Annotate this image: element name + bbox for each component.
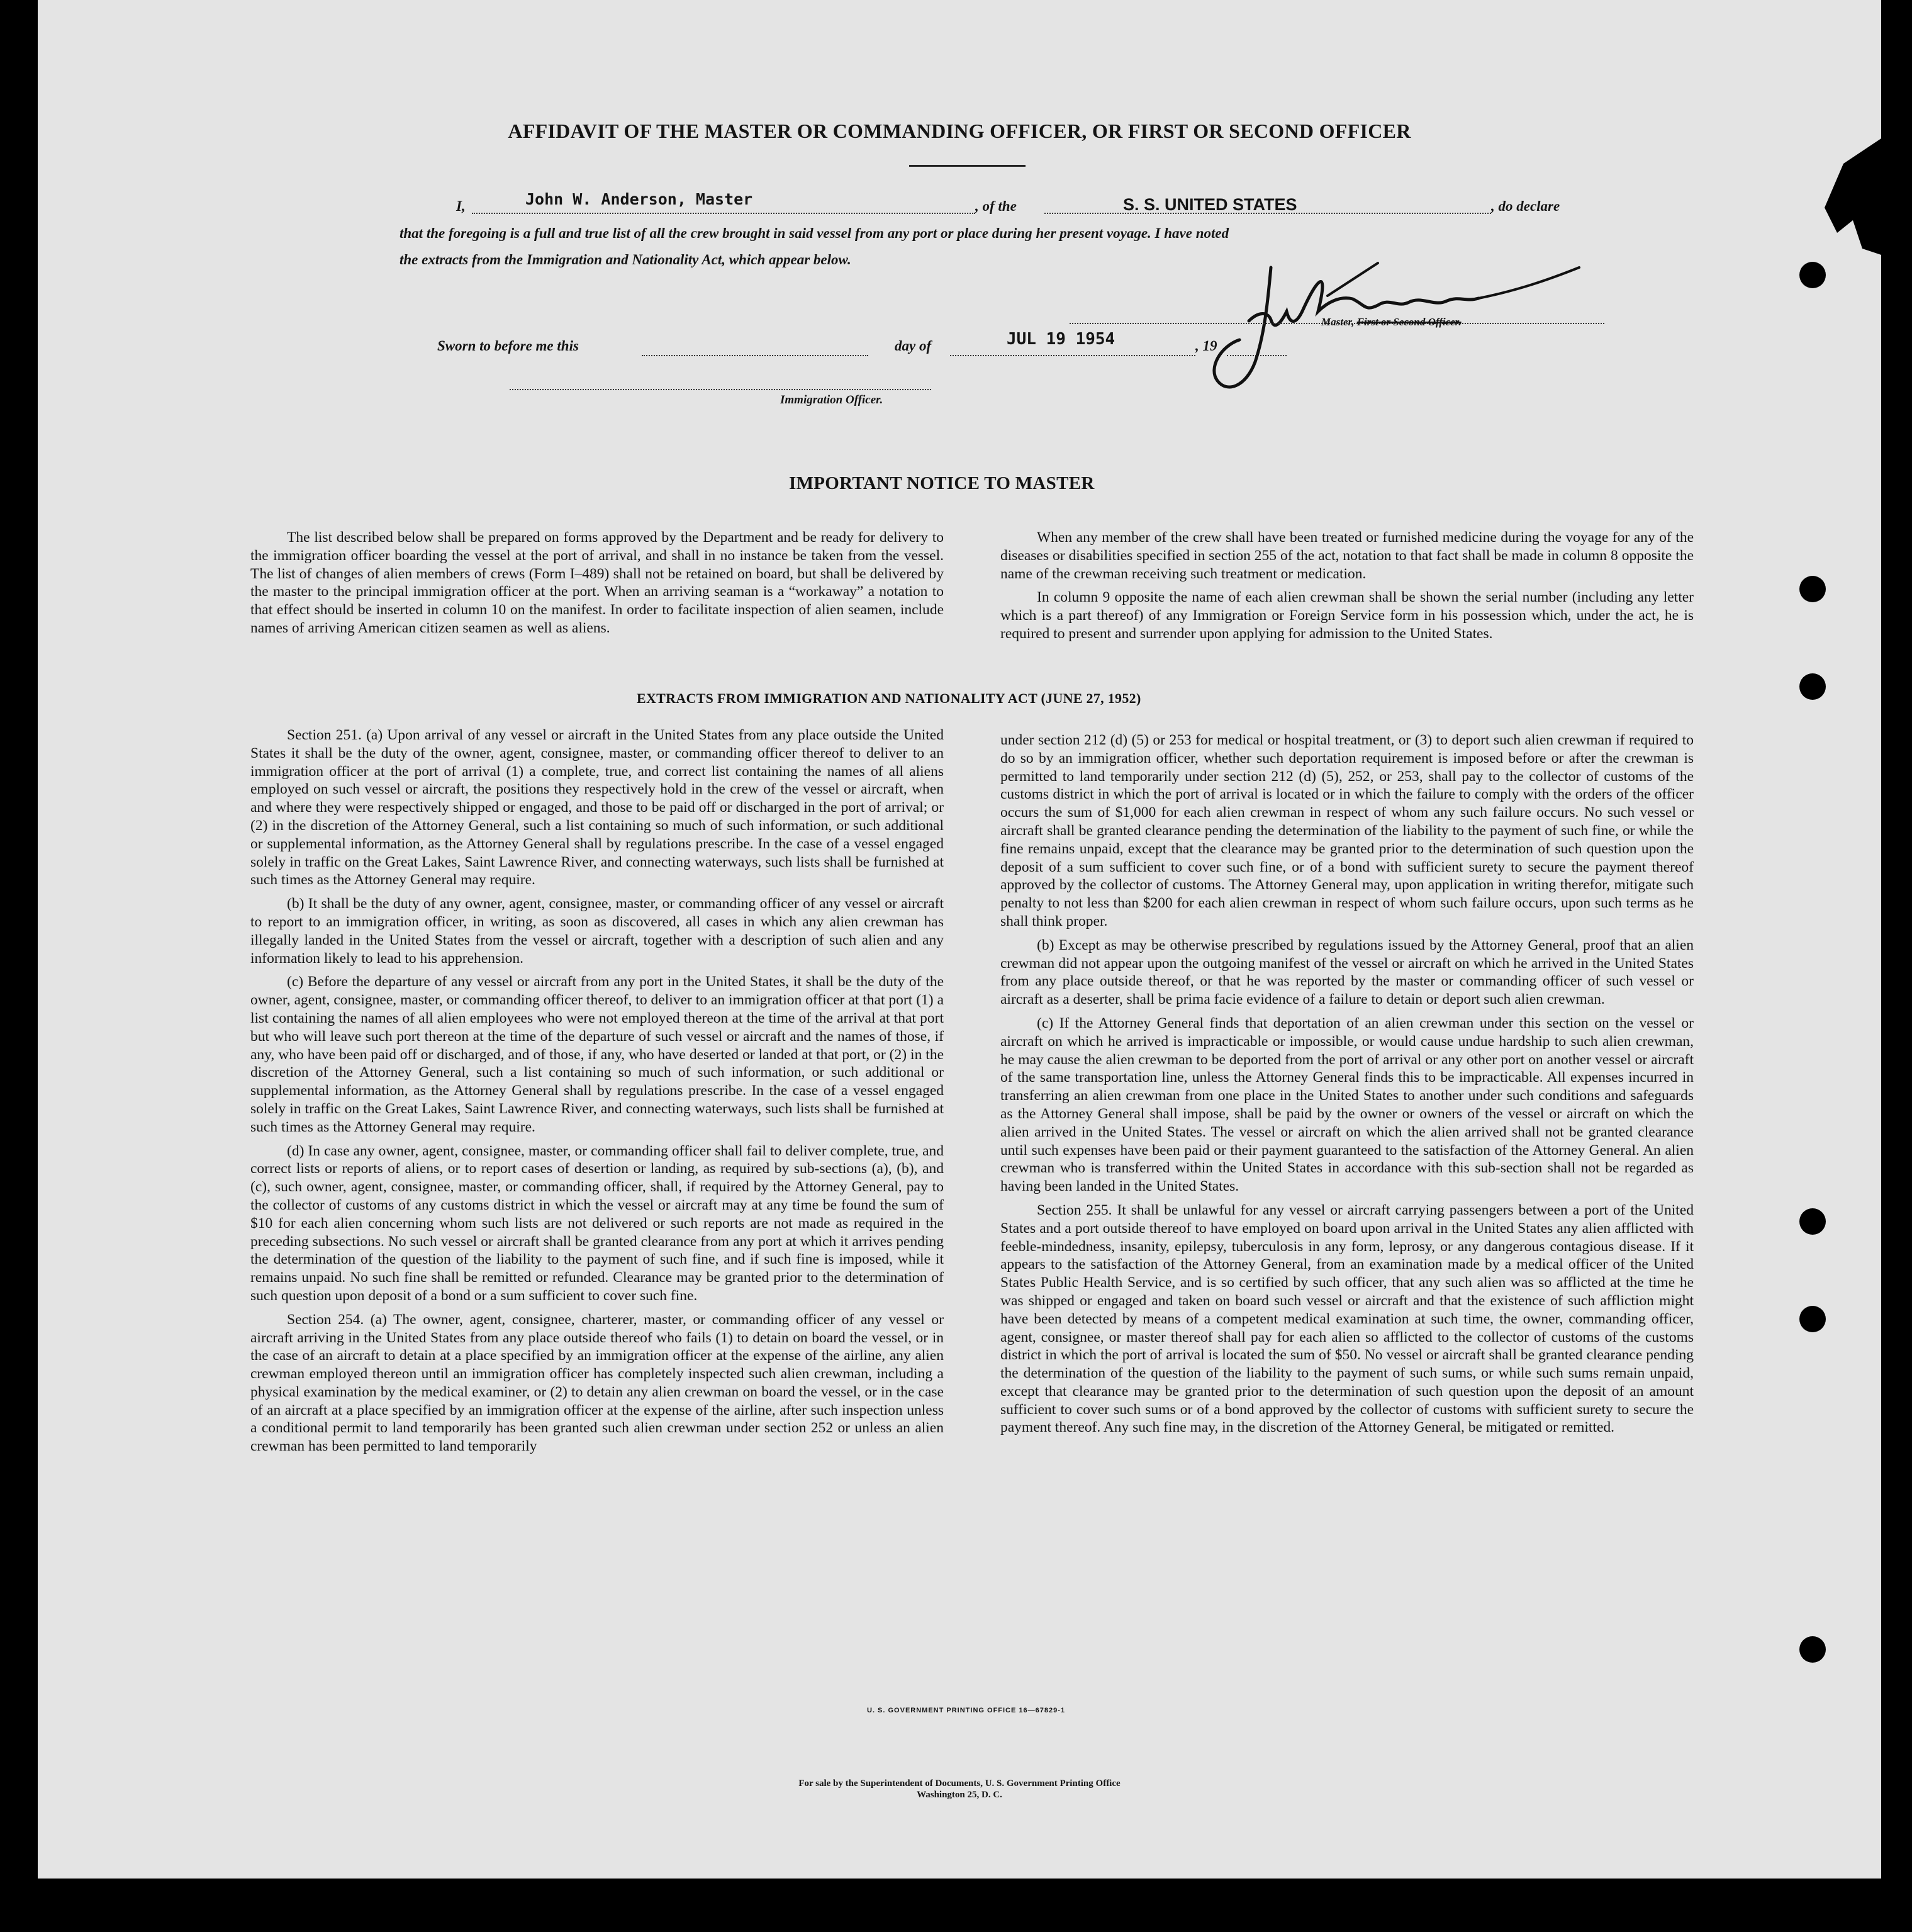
notice-title: IMPORTANT NOTICE TO MASTER [789,473,1095,493]
section-254-b: (b) Except as may be otherwise prescribed by regulations issued by the Attorney General, proof that an alien crewman did not appear upon the outgoing manifest of the vessel or aircraft on which he arrived in the United States from any place outside thereof, or that he was reported by the master or commanding officer of such vessel or aircraft as a deserter, shall be prima facie evidence of a failure to detain or deport such alien crewman. [1000,936,1694,1008]
section-254-a: Section 254. (a) The owner, agent, consignee, charterer, master, or commanding officer of any vessel or aircraft arriving in the United States from any place outside thereof who fails (1) to detain on board the vessel, or in the case of an aircraft to detain at a place specified by an immigration officer at the expense of the airline, any alien crewman employed thereon until an immigration officer has completely inspected such alien crewman, including a physical examination by the medical examiner, or (2) to detain any alien crewman on board the vessel, or in the case of an aircraft at a place specified by an immigration officer at the expense of the airline, after such inspection unless a conditional permit to land temporarily has been granted such alien crewman under section 252 or unless an alien crewman has been permitted to land temporarily [250,1311,944,1455]
of-label: , of the [975,198,1017,214]
section-251-c: (c) Before the departure of any vessel or aircraft from any port in the United States, it shall be the duty of the owner, agent, consignee, master, or commanding officer thereof, to deliver to an immigration officer at that port (1) a list containing the names of all alien employees who were not employed thereon at the time of the arrival at that port but who will leave such port thereon at the time of the departure of such vessel or aircraft and the names of those, if any, who have been paid off or discharged, and of those, if any, who have deserted or landed at that port, or (2) in the discretion of the Attorney General, such a list containing so much of such information, or such additional or supplemental information, as the Attorney General shall by regulations prescribe. In the case of a vessel engaged solely in traffic on the Great Lakes, Saint Lawrence River, and connecting waterways, such lists shall be furnished at such times as the Attorney General may require. [250,974,944,1135]
section-254-c: (c) If the Attorney General finds that deportation of an alien crewman under this section on the vessel or aircraft on which he arrived is impracticable or impossible, or would cause undue hardship to such alien crewman, he may cause the alien crewman to be deported from the port of arrival or any other port on another vessel or aircraft of the same transportation line, unless the Attorney General finds this to be impracticable. All expenses incurred in transferring an alien crewman from one place in the United States to another under such conditions and safeguards as the Attorney General shall impose, shall be paid by the owner or owners of the vessel or aircraft on which the alien arrived in the United States. The vessel or aircraft on which the alien arrived shall not be granted clearance until such expenses have been paid or their payment guaranteed to the satisfaction of the Attorney General. An alien crewman who is transferred within the United States in accordance with this sub-section shall not be regarded as having been landed in the United States. [1000,1014,1694,1195]
extracts-left-column [250,726,944,1461]
vessel-name-line [1044,196,1491,214]
declaration-line-2: the extracts from the Immigration and Nationality Act, which appear below. [400,252,851,267]
notice-right-paragraph-2: In column 9 opposite the name of each alien crewman shall be shown the serial number (including any letter which is a part thereof) of any Immigration or Foreign Service form in his possession which, under the act, he is required to present and surrender upon applying for admission to the United States. [1000,589,1694,642]
binder-hole [1799,1636,1826,1663]
sworn-year-line [1227,340,1287,356]
affidavit-title: AFFIDAVIT OF THE MASTER OR COMMANDING OFFICER, OR FIRST OR SECOND OFFICER [508,120,1411,142]
section-255: Section 255. It shall be unlawful for any vessel or aircraft carrying passengers between a port of the United States and a port outside thereof to have employed on board upon arrival in the United States any alien afflicted with feeble-mindedness, insanity, epilepsy, tuberculosis in any form, leprosy, or any dangerous contagious disease. If it appears to the satisfaction of the Attorney General, from an examination made by a medical officer of the United States Public Health Service, and is so certified by such officer, that any such alien was so afflicted at the time he was shipped or engaged and taken on board such vessel or aircraft and that the existence of such affliction might have been detected by means of a competent medical examination at such time, the owner, commanding officer, agent, consignee, or master thereof shall pay for each alien so afflicted to the collector of customs of the customs district in which the port of arrival is located the sum of $50. No vessel or aircraft shall be granted clearance pending the determination of the question of the liability to the payment of such sums, or while such sums remain unpaid, except that clearance may be granted prior to the determination of such question upon the deposit of an amount sufficient to cover such sums or of a bond approved by the collector of customs with sufficient surety to secure the payment thereof. Any such fine may, in the discretion of the Attorney General, be mitigated or remitted. [1000,1201,1694,1436]
section-251-a: Section 251. (a) Upon arrival of any vessel or aircraft in the United States from any place outside the United States it shall be the duty of the owner, agent, consignee, master, or commanding officer thereof to deliver to an immigration officer at the port of arrival (1) a complete, true, and correct list containing the names of all aliens employed on such vessel or aircraft, the positions they respectively hold in the crew of the vessel or aircraft, when and where they were respectively shipped or engaged, and those to be paid off or discharged in the port of arrival; or (2) in the discretion of the Attorney General, such a list containing so much of such information, or such additional or supplemental information, as the Attorney General shall by regulations prescribe. In the case of a vessel engaged solely in traffic on the Great Lakes, Saint Lawrence River, and connecting waterways, such lists shall be furnished at such times as the Attorney General may require. [250,727,944,889]
binder-hole [1799,1208,1826,1235]
binder-hole [1799,262,1826,288]
declaration-line-1: that the foregoing is a full and true list of all the crew brought in said vessel from any port or place during her present voyage. I have noted [400,225,1229,241]
section-254-a-continued: under section 212 (d) (5) or 253 for medical or hospital treatment, or (3) to deport such alien crewman if required to do so by an immigration officer, whether such deportation requirement is imposed before or after the crewman is permitted to land temporarily under section 212 (d) (5), 252, or 253, shall pay to the collector of customs of the customs district in which the port of arrival is located or in which the failure to comply with the orders of the officer occurs the sum of $1,000 for each alien crewman in respect of whom any such failure occurs. No such vessel or aircraft shall be granted clearance pending the determination of the liability to the payment of such fine, or while the fine remains unpaid, except that the clearance may be granted prior to the determination of such question upon the deposit of a sum sufficient to cover such fine, or of a bond with sufficient surety to secure the payment thereof approved by the collector of customs. The Attorney General may, upon application in writing therefor, mitigate such penalty to not less than $200 for each alien crewman in respect of whom such failure occurs, upon such terms as he shall think proper. [1000,732,1694,929]
year-label: , 19 [1195,338,1217,354]
day-of-label: day of [895,338,932,354]
section-251-b: (b) It shall be the duty of any owner, agent, consignee, master, or commanding officer of any vessel or aircraft to report to an immigration officer, in writing, as soon as discovered, all cases in which any alien crewman has illegally landed in the United States from the vessel or aircraft, together with a description of such alien and any information likely to lead to his apprehension. [250,896,944,967]
notice-right-paragraph-1: When any member of the crew shall have been treated or furnished medicine during the voyage for any of the diseases or disabilities specified in section 255 of the act, notation to that fact shall be made in column 8 opposite the name of the crewman receiving such treatment or medication. [1000,529,1694,582]
notice-right-column [1000,529,1694,649]
immigration-officer-label: Immigration Officer. [780,393,883,407]
i-label: I, [456,198,466,214]
vessel-name: S. S. UNITED STATES [1123,195,1297,214]
stamp-date: JUL 19 1954 [1007,330,1115,349]
extracts-title: EXTRACTS FROM IMMIGRATION AND NATIONALITY ACT (JUNE 27, 1952) [637,690,1141,706]
sale-notice [38,1778,1881,1800]
section-251-d: (d) In case any owner, agent, consignee, master, or commanding officer shall fail to deliver complete, true, and correct lists or reports of aliens, or to report cases of desertion or landing, as required by sub-sections (a), (b), and (c), such owner, agent, consignee, master, or commanding officer, shall, if required by the Attorney General, pay to the collector of customs of any customs district in which the vessel or aircraft may at any time be found the sum of $10 for each alien concerning whom such lists are not delivered or such reports are not made as required in the preceding subsections. No such vessel or aircraft shall be granted clearance from any port at which it arrives pending the determination of the question of the liability to the payment of such fine, and if such fine is imposed, while it remains unpaid. No such fine shall be remitted or refunded. Clearance may be granted prior to the determination of such question upon deposit of a bond or a sum sufficient to cover such fine. [250,1142,944,1304]
declarant-name: John W. Anderson, Master [525,190,753,208]
declare-label: , do declare [1491,198,1560,214]
sworn-label: Sworn to before me this [437,338,579,354]
extracts-right-column [1000,731,1694,1442]
binder-hole [1799,1306,1826,1332]
document-page [38,0,1881,1879]
signer-title-struck: First or Second Officer. [1356,316,1462,328]
binder-hole [1799,576,1826,602]
sworn-day-line [642,340,868,356]
sale-line-2: Washington 25, D. C. [917,1790,1002,1800]
notice-left-paragraph: The list described below shall be prepared on forms approved by the Department and be ready for delivery to the immigration officer boarding the vessel at the port of arrival, and shall in no instance be taken from the vessel. The list of changes of alien members of crews (Form I–489) shall not be retained on board, but shall be delivered by the master to the principal immigration officer at the port. When an arriving seaman is a “workaway” a notation to that effect should be inserted in column 10 on the manifest. In order to facilitate inspection of alien seamen, include names of arriving American citizen seamen as well as aliens. [250,529,944,636]
immigration-officer-line [510,389,931,390]
declarant-name-line [472,190,975,214]
sworn-month-line [950,330,1195,356]
binder-hole [1799,673,1826,700]
sale-line-1: For sale by the Superintendent of Documents, U. S. Government Printing Office [798,1778,1121,1789]
signer-title [1321,316,1462,329]
title-rule [909,165,1026,167]
torn-corner [1818,138,1881,264]
printing-office-line: U. S. GOVERNMENT PRINTING OFFICE 16—67829-1 [867,1707,1066,1714]
notice-left-column [250,529,944,643]
signer-title-prefix: Master, [1321,316,1355,328]
